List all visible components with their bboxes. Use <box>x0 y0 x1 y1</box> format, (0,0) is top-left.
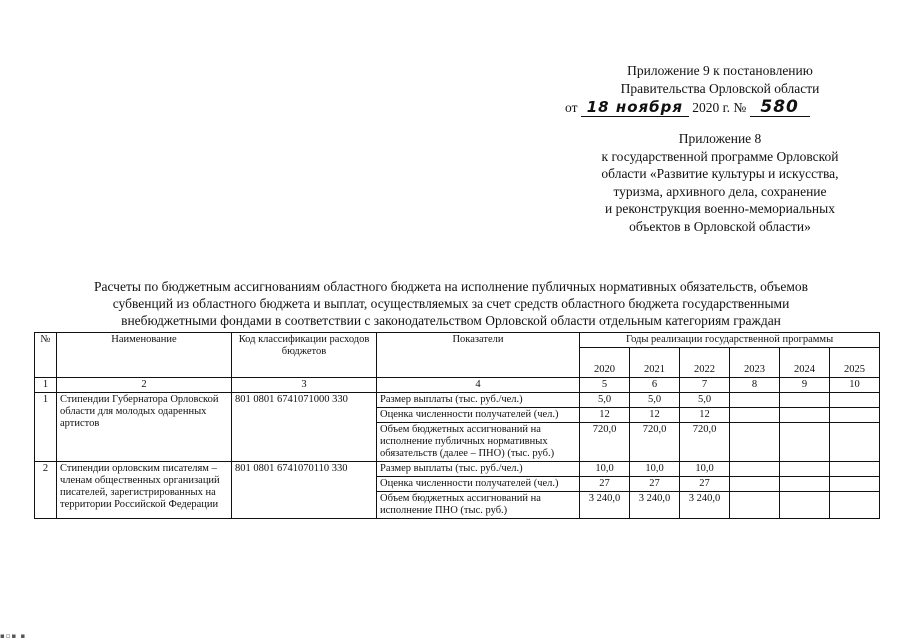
annex8-line: и реконструкция военно-мемориальных <box>605 201 835 216</box>
indicator-value <box>830 462 880 477</box>
indicator-value: 12 <box>680 408 730 423</box>
header-year: 2023 <box>730 348 780 378</box>
annex9-header <box>555 62 885 117</box>
indicator-value <box>730 492 780 519</box>
indicator-value <box>730 423 780 462</box>
header-year: 2025 <box>830 348 880 378</box>
indicator-label: Оценка численности получателей (чел.) <box>377 408 580 423</box>
indicator-value: 27 <box>630 477 680 492</box>
indicator-value <box>780 492 830 519</box>
indicator-value: 720,0 <box>630 423 680 462</box>
header-year: 2021 <box>630 348 680 378</box>
row-num: 2 <box>35 462 57 519</box>
indicator-value: 720,0 <box>580 423 630 462</box>
indicator-value: 3 240,0 <box>680 492 730 519</box>
annex8-line: объектов в Орловской области» <box>629 218 811 234</box>
indicator-value: 5,0 <box>680 393 730 408</box>
indicator-value <box>830 423 880 462</box>
column-numbers-row <box>35 378 880 393</box>
indicator-value <box>780 408 830 423</box>
document-title <box>40 278 862 329</box>
indicator-value <box>780 393 830 408</box>
col-number: 4 <box>377 378 580 393</box>
indicator-value: 27 <box>580 477 630 492</box>
indicator-value <box>830 408 880 423</box>
col-number: 7 <box>680 378 730 393</box>
indicator-value: 3 240,0 <box>580 492 630 519</box>
col-number: 2 <box>57 378 232 393</box>
col-number: 10 <box>830 378 880 393</box>
indicator-value <box>830 393 880 408</box>
row-num: 1 <box>35 393 57 462</box>
indicator-value <box>780 477 830 492</box>
indicator-value: 12 <box>580 408 630 423</box>
indicator-value: 10,0 <box>630 462 680 477</box>
indicator-value: 10,0 <box>580 462 630 477</box>
header-num: № <box>35 333 57 378</box>
row-code: 801 0801 6741070110 330 <box>232 462 377 519</box>
indicator-value: 12 <box>630 408 680 423</box>
annex8-line: Приложение 8 <box>678 131 762 146</box>
indicator-value <box>830 477 880 492</box>
indicator-value: 3 240,0 <box>630 492 680 519</box>
header-year: 2020 <box>580 348 630 378</box>
title-line: субвенций из областного бюджета и выплат, осуществляемых за счет средств областного бюджета государственными <box>112 296 790 311</box>
year-label: 2020 г. № <box>692 100 747 115</box>
indicator-label: Размер выплаты (тыс. руб./чел.) <box>377 393 580 408</box>
indicator-value <box>730 408 780 423</box>
annex8-line: к государственной программе Орловской <box>601 148 839 164</box>
header-year: 2024 <box>780 348 830 378</box>
indicator-label: Оценка численности получателей (чел.) <box>377 477 580 492</box>
annex9-line1: Приложение 9 к постановлению <box>627 63 813 78</box>
col-number: 6 <box>630 378 680 393</box>
indicator-label: Объем бюджетных ассигнований на исполнение публичных нормативных обязательств (далее – ПНО) (тыс. руб.) <box>377 423 580 462</box>
header-name: Наименование <box>57 333 232 378</box>
budget-table <box>34 332 880 519</box>
header-code: Код классификации расходов бюджетов <box>232 333 377 378</box>
title-line: Расчеты по бюджетным ассигнованиям областного бюджета на исполнение публичных нормативных обязательств, объемов <box>93 279 809 294</box>
col-number: 3 <box>232 378 377 393</box>
header-years-group: Годы реализации государственной программы <box>580 333 880 348</box>
annex8-line: области «Развитие культуры и искусства, <box>601 166 839 181</box>
row-name: Стипендии Губернатора Орловской области для молодых одаренных артистов <box>57 393 232 462</box>
header-row <box>35 333 880 348</box>
annex9-signature-line <box>555 98 885 117</box>
indicator-value <box>780 462 830 477</box>
row-code: 801 0801 6741071000 330 <box>232 393 377 462</box>
indicator-value <box>730 393 780 408</box>
col-number: 1 <box>35 378 57 393</box>
scan-artifact: ▪▫▪ ▪ <box>0 632 27 640</box>
from-label: от <box>565 100 578 115</box>
header-year: 2022 <box>680 348 730 378</box>
indicator-value: 5,0 <box>630 393 680 408</box>
indicator-value: 27 <box>680 477 730 492</box>
row-name: Стипендии орловским писателям – членам общественных организаций писателей, зарегистрированных на территории Российской Федерации <box>57 462 232 519</box>
col-number: 9 <box>780 378 830 393</box>
indicator-value: 720,0 <box>680 423 730 462</box>
title-line: внебюджетными фондами в соответствии с законодательством Орловской области отдельным категориям граждан <box>121 313 781 328</box>
annex9-line2: Правительства Орловской области <box>620 81 820 96</box>
indicator-label: Размер выплаты (тыс. руб./чел.) <box>377 462 580 477</box>
table-row <box>35 462 880 477</box>
table-row <box>35 393 880 408</box>
annex8-header <box>560 130 880 235</box>
header-indicators: Показатели <box>377 333 580 378</box>
indicator-value <box>780 423 830 462</box>
handwritten-date: 18 ноября <box>581 98 689 117</box>
indicator-value: 10,0 <box>680 462 730 477</box>
col-number: 8 <box>730 378 780 393</box>
handwritten-number: 580 <box>750 98 810 117</box>
indicator-value: 5,0 <box>580 393 630 408</box>
indicator-label: Объем бюджетных ассигнований на исполнение ПНО (тыс. руб.) <box>377 492 580 519</box>
annex8-line: туризма, архивного дела, сохранение <box>613 183 827 199</box>
indicator-value <box>730 462 780 477</box>
col-number: 5 <box>580 378 630 393</box>
indicator-value <box>830 492 880 519</box>
indicator-value <box>730 477 780 492</box>
